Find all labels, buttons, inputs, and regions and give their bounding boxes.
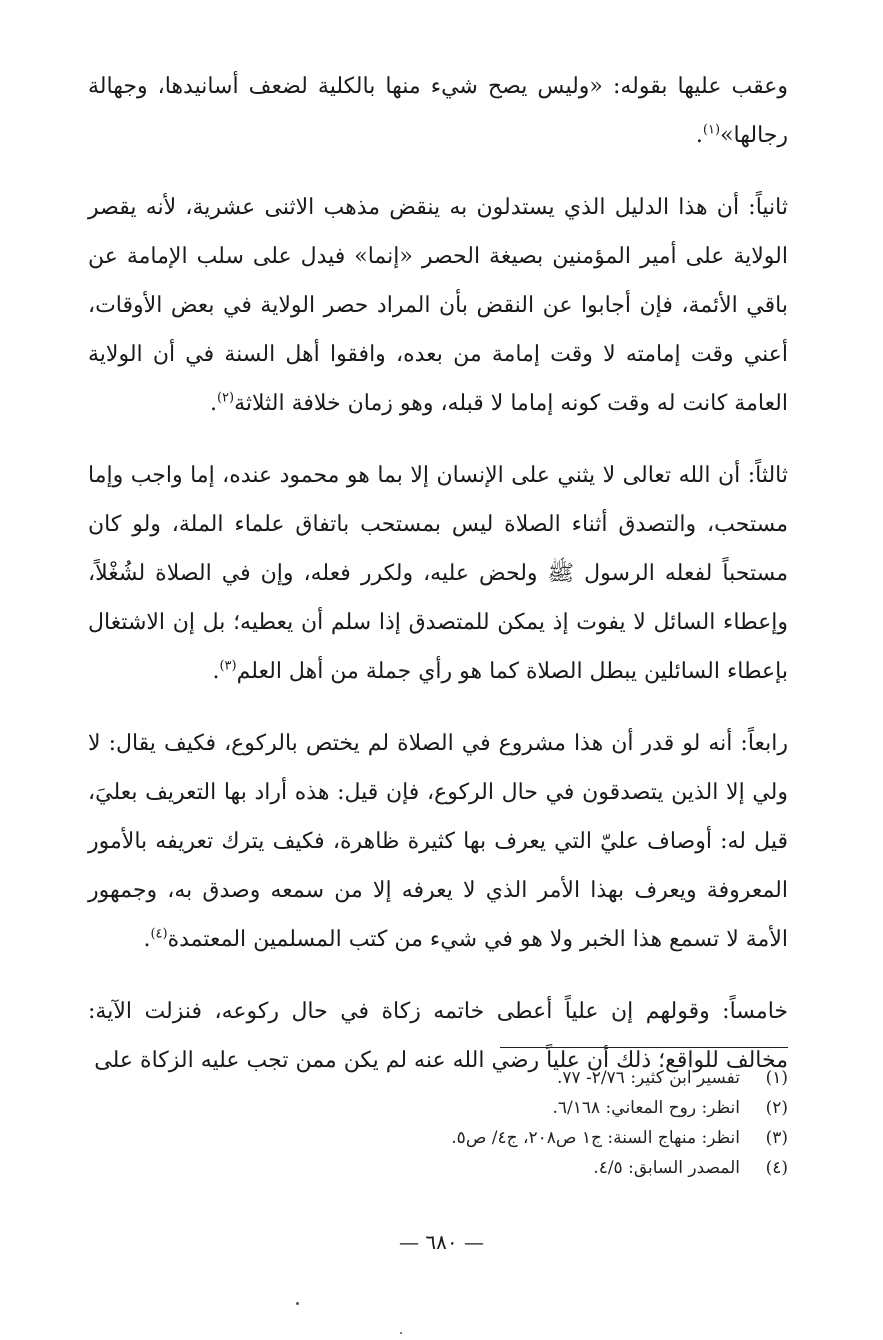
footnote-number: (٣) [765,1128,788,1148]
footnote-number: (٤) [765,1158,788,1178]
footnote-3 [300,1123,788,1153]
footnote-separator [500,1047,788,1048]
scan-speck [296,1302,299,1305]
main-text-body [88,62,788,1085]
paragraph-3-text: ثالثاً: أن الله تعالى لا يثني على الإنسان إلا بما هو محمود عنده، إما واجب وإما مستحب، والتصدق أثناء الصلاة ليس بمستحب باتفاق علماء الملة، ولو كان مستحباً لفعله الرسول ﷺ ولحض عليه، ولكرر فعله، وإن في الصلاة لشُغْلاً، وإعطاء السائل لا يفوت إذ يمكن للمتصدق إذا سلم أن يعطيه؛ بل إن الاشتغال بإعطاء السائلين يبطل الصلاة كما هو رأي جملة من أهل العلم [88,463,788,684]
paragraph-1 [88,62,788,160]
footnote-text: انظر: روح المعاني: ٦/١٦٨. [552,1098,740,1118]
footnotes-section [300,1063,788,1183]
paragraph-3 [88,451,788,696]
paragraph-4 [88,719,788,964]
paragraph-2 [88,183,788,428]
page-number: — ٦٨٠ — [399,1230,484,1254]
footnote-ref-2[interactable]: (٢) [216,390,235,406]
footnote-number: (١) [765,1068,788,1088]
footnote-text: تفسير ابن كثير: ٢/٧٦- ٧٧. [556,1068,740,1088]
footnote-number: (٢) [765,1098,788,1118]
footnote-2 [300,1093,788,1123]
paragraph-2-text: ثانياً: أن هذا الدليل الذي يستدلون به ينقض مذهب الاثنى عشرية، لأنه يقصر الولاية على أمير المؤمنين بصيغة الحصر «إنما» فيدل على سلب الإمامة عن باقي الأئمة، فإن أجابوا عن النقض بأن المراد حصر الولاية في بعض الأوقات، أعني وقت إمامته لا وقت إمامة من بعده، وافقوا أهل السنة في أن الولاية العامة كانت له وقت كونه إماما لا قبله، وهو زمان خلافة الثلاثة [88,195,788,416]
paragraph-1-tail: . [695,123,703,148]
footnote-text: المصدر السابق: ٤/٥. [593,1158,740,1178]
footnote-text: انظر: منهاج السنة: ج١ ص٢٠٨، ج٤/ ص٥. [451,1128,740,1148]
paragraph-2-tail: . [209,391,217,416]
footnote-4 [300,1153,788,1183]
paragraph-3-tail: . [212,659,220,684]
paragraph-1-text: وعقب عليها بقوله: «وليس يصح شيء منها بالكلية لضعف أسانيدها، وجهالة رجالها» [88,74,788,148]
scan-speck [400,1332,402,1334]
footnote-ref-3[interactable]: (٣) [219,658,237,674]
footnote-1 [300,1063,788,1093]
paragraph-4-tail: . [143,927,151,952]
paragraph-5-text: خامساً: وقولهم إن علياً أعطى خاتمه زكاة في حال ركوعه، فنزلت الآية: مخالف للواقع؛ ذلك أن علياً رضي الله عنه لم يكن ممن تجب عليه الزكاة على [88,999,788,1073]
footnote-ref-4[interactable]: (٤) [150,926,168,942]
footnote-ref-1[interactable]: (١) [702,122,721,138]
paragraph-4-text: رابعاً: أنه لو قدر أن هذا مشروع في الصلاة لم يختص بالركوع، فكيف يقال: لا ولي إلا الذين يتصدقون في حال الركوع، فإن قيل: هذه أراد بها التعريف بعليَ، قيل له: أوصاف عليّ التي يعرف بها كثيرة ظاهرة، فكيف يترك تعريفه بالأمور المعروفة ويعرف بهذا الأمر الذي لا يعرفه إلا من سمعه وصدق به، وجمهور الأمة لا تسمع هذا الخبر ولا هو في شيء من كتب المسلمين المعتمدة [88,731,788,952]
